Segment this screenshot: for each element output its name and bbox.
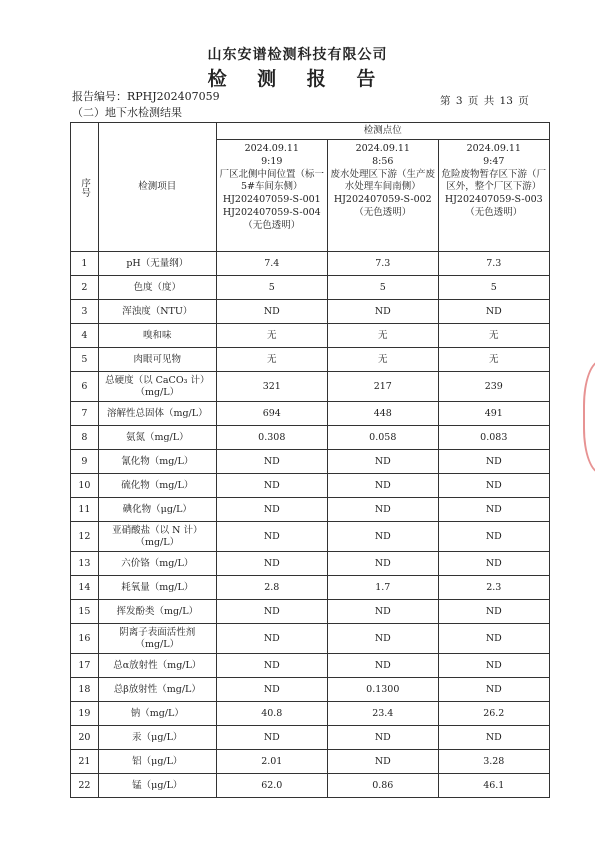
site-appearance: （无色透明）: [354, 207, 412, 219]
site-location: 危险废物暂存区下游（厂区外，整个厂区下游）: [441, 168, 547, 193]
table-row: [71, 576, 550, 600]
item-name: 氰化物（mg/L）: [98, 450, 216, 474]
site-date: 2024.09.11: [355, 143, 410, 154]
result-value: 0.058: [327, 426, 438, 450]
result-value: 0.1300: [327, 678, 438, 702]
table-row: [71, 726, 550, 750]
row-number: 16: [71, 624, 99, 654]
result-value: ND: [438, 624, 549, 654]
table-row: [71, 402, 550, 426]
item-name: 耗氧量（mg/L）: [98, 576, 216, 600]
item-name: 钠（mg/L）: [98, 702, 216, 726]
result-value: ND: [216, 522, 327, 552]
result-value: 2.01: [216, 750, 327, 774]
row-number: 8: [71, 426, 99, 450]
result-value: 448: [327, 402, 438, 426]
result-value: ND: [327, 552, 438, 576]
red-seal-stamp: [583, 360, 595, 474]
site-location: 厂区北侧中间位置（标一 5#车间东侧）: [219, 168, 325, 193]
item-header: 检测项目: [98, 123, 216, 252]
table-row: [71, 774, 550, 798]
row-number: 20: [71, 726, 99, 750]
section-title: （二）地下水检测结果: [72, 106, 182, 119]
result-value: 0.083: [438, 426, 549, 450]
row-number: 7: [71, 402, 99, 426]
table-row: [71, 498, 550, 522]
site-header-3: [438, 140, 549, 252]
result-value: ND: [438, 474, 549, 498]
result-value: ND: [438, 498, 549, 522]
result-value: 5: [327, 276, 438, 300]
table-row: [71, 348, 550, 372]
row-number: 11: [71, 498, 99, 522]
company-name: 山东安谱检测科技有限公司: [207, 47, 388, 63]
item-name: 锰（μg/L）: [98, 774, 216, 798]
result-value: 无: [216, 324, 327, 348]
result-value: ND: [216, 726, 327, 750]
result-value: ND: [438, 300, 549, 324]
points-header: 检测点位: [216, 123, 549, 140]
site-id1: HJ202407059-S-002: [333, 194, 432, 206]
result-value: 694: [216, 402, 327, 426]
site-date: 2024.09.11: [244, 143, 299, 154]
result-value: 239: [438, 372, 549, 402]
result-value: 1.7: [327, 576, 438, 600]
row-number: 10: [71, 474, 99, 498]
result-value: 无: [327, 324, 438, 348]
result-value: 321: [216, 372, 327, 402]
item-name: 挥发酚类（mg/L）: [98, 600, 216, 624]
table-row: [71, 600, 550, 624]
item-name: 溶解性总固体（mg/L）: [98, 402, 216, 426]
row-number: 14: [71, 576, 99, 600]
result-value: 0.86: [327, 774, 438, 798]
row-number: 13: [71, 552, 99, 576]
site-id1: HJ202407059-S-003: [444, 194, 543, 206]
table-row: [71, 522, 550, 552]
row-number: 22: [71, 774, 99, 798]
seq-header: 序号: [71, 123, 99, 252]
site-appearance: （无色透明）: [243, 219, 301, 231]
table-row: [71, 450, 550, 474]
result-value: 23.4: [327, 702, 438, 726]
item-name: 总β放射性（mg/L）: [98, 678, 216, 702]
result-value: 26.2: [438, 702, 549, 726]
item-name: 肉眼可见物: [98, 348, 216, 372]
table-row: [71, 324, 550, 348]
result-value: ND: [327, 654, 438, 678]
report-number: 报告编号：RPHJ202407059: [72, 90, 220, 103]
table-row: [71, 702, 550, 726]
site-header-2: [327, 140, 438, 252]
result-value: ND: [216, 624, 327, 654]
site-time: 9:19: [261, 155, 283, 167]
result-value: 7.3: [438, 252, 549, 276]
result-value: ND: [327, 600, 438, 624]
table-row: [71, 474, 550, 498]
result-value: ND: [327, 300, 438, 324]
result-value: ND: [438, 522, 549, 552]
result-value: ND: [327, 750, 438, 774]
result-value: 5: [438, 276, 549, 300]
result-value: ND: [216, 498, 327, 522]
result-value: 5: [216, 276, 327, 300]
result-value: 无: [327, 348, 438, 372]
result-value: 0.308: [216, 426, 327, 450]
row-number: 17: [71, 654, 99, 678]
result-value: ND: [216, 450, 327, 474]
item-name: 硫化物（mg/L）: [98, 474, 216, 498]
site-id1: HJ202407059-S-001: [222, 194, 321, 206]
table-row: [71, 654, 550, 678]
item-name: pH（无量纲）: [98, 252, 216, 276]
row-number: 5: [71, 348, 99, 372]
item-name: 浑浊度（NTU）: [98, 300, 216, 324]
result-value: 40.8: [216, 702, 327, 726]
row-number: 12: [71, 522, 99, 552]
site-date: 2024.09.11: [466, 143, 521, 154]
item-name: 总α放射性（mg/L）: [98, 654, 216, 678]
page-number: 第 3 页 共 13 页: [440, 95, 529, 107]
row-number: 15: [71, 600, 99, 624]
table-row: [71, 300, 550, 324]
result-value: ND: [216, 552, 327, 576]
row-number: 6: [71, 372, 99, 402]
table-row: [71, 750, 550, 774]
table-row: [71, 624, 550, 654]
item-name: 碘化物（μg/L）: [98, 498, 216, 522]
result-value: 3.28: [438, 750, 549, 774]
report-title: 检 测 报 告: [207, 68, 388, 90]
result-value: ND: [327, 726, 438, 750]
item-name: 总硬度（以 CaCO₃ 计）（mg/L）: [98, 372, 216, 402]
result-value: ND: [327, 498, 438, 522]
item-name: 氨氮（mg/L）: [98, 426, 216, 450]
result-value: ND: [216, 600, 327, 624]
item-name: 亚硝酸盐（以 N 计）（mg/L）: [98, 522, 216, 552]
row-number: 21: [71, 750, 99, 774]
result-value: 无: [216, 348, 327, 372]
result-value: ND: [438, 450, 549, 474]
results-table: [70, 122, 550, 798]
table-row: [71, 372, 550, 402]
item-name: 六价铬（mg/L）: [98, 552, 216, 576]
item-name: 铝（μg/L）: [98, 750, 216, 774]
result-value: ND: [327, 474, 438, 498]
table-row: [71, 252, 550, 276]
result-value: ND: [327, 624, 438, 654]
item-name: 嗅和味: [98, 324, 216, 348]
row-number: 1: [71, 252, 99, 276]
result-value: ND: [216, 474, 327, 498]
result-value: ND: [327, 450, 438, 474]
result-value: ND: [438, 654, 549, 678]
result-value: ND: [216, 678, 327, 702]
table-row: [71, 276, 550, 300]
item-name: 汞（μg/L）: [98, 726, 216, 750]
result-value: 62.0: [216, 774, 327, 798]
row-number: 4: [71, 324, 99, 348]
result-value: 491: [438, 402, 549, 426]
site-time: 8:56: [372, 155, 394, 167]
result-value: 2.3: [438, 576, 549, 600]
site-id2: HJ202407059-S-004: [222, 207, 321, 219]
result-value: ND: [438, 552, 549, 576]
result-value: ND: [438, 726, 549, 750]
result-value: 217: [327, 372, 438, 402]
site-time: 9:47: [483, 155, 505, 167]
table-row: [71, 552, 550, 576]
site-location: 废水处理区下游（生产废水处理车间南侧）: [330, 168, 436, 193]
result-value: 46.1: [438, 774, 549, 798]
result-value: ND: [438, 600, 549, 624]
result-value: 无: [438, 348, 549, 372]
result-value: ND: [216, 300, 327, 324]
site-appearance: （无色透明）: [465, 207, 523, 219]
result-value: 7.3: [327, 252, 438, 276]
result-value: 7.4: [216, 252, 327, 276]
site-header-1: [216, 140, 327, 252]
row-number: 19: [71, 702, 99, 726]
result-value: 无: [438, 324, 549, 348]
table-row: [71, 426, 550, 450]
result-value: 2.8: [216, 576, 327, 600]
row-number: 3: [71, 300, 99, 324]
table-row: [71, 678, 550, 702]
item-name: 阴离子表面活性剂（mg/L）: [98, 624, 216, 654]
row-number: 9: [71, 450, 99, 474]
row-number: 2: [71, 276, 99, 300]
result-value: ND: [216, 654, 327, 678]
result-value: ND: [327, 522, 438, 552]
item-name: 色度（度）: [98, 276, 216, 300]
result-value: ND: [438, 678, 549, 702]
row-number: 18: [71, 678, 99, 702]
